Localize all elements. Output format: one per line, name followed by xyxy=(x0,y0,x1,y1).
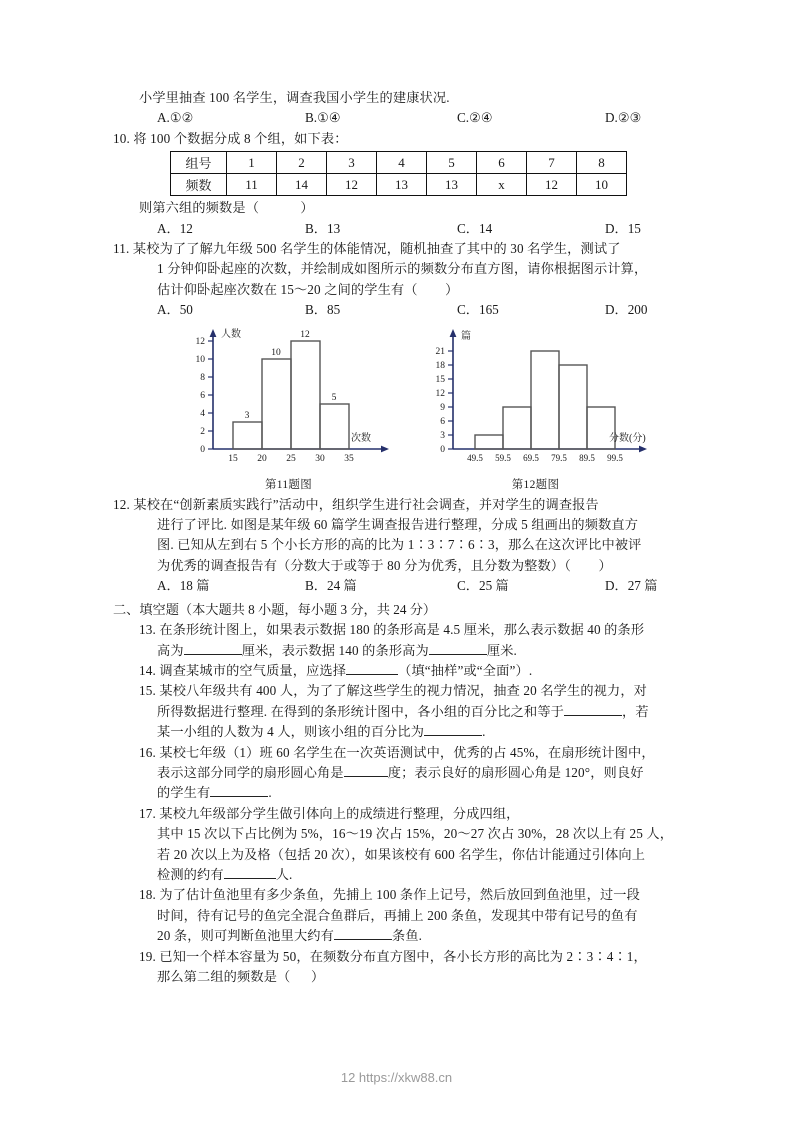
q11-choices xyxy=(113,300,683,320)
q16-line-1: 16. 某校七年级（1）班 60 名学生在一次英语测试中，优秀的占 45%，在扇形统计图中， xyxy=(139,744,655,760)
q13-blank-1[interactable] xyxy=(184,654,242,655)
q13-text-c: 厘米. xyxy=(486,642,517,658)
svg-text:人数: 人数 xyxy=(221,328,241,340)
table-cell: 13 xyxy=(377,174,427,196)
q18-line-3 xyxy=(113,926,683,946)
q13-line-1: 13. 在条形统计图上，如果表示数据 180 的条形高是 4.5 厘米，那么表示数据 40 的条形 xyxy=(139,622,645,638)
table-cell: 14 xyxy=(277,174,327,196)
table-cell: 11 xyxy=(227,174,277,196)
q12-choices xyxy=(113,576,683,596)
q12-choice-d[interactable]: D．27 篇 xyxy=(605,578,658,594)
q9-stem-tail: 小学里抽查 100 名学生，调查我国小学生的建康状况. xyxy=(139,90,450,105)
svg-text:69.5: 69.5 xyxy=(523,452,539,463)
svg-text:35: 35 xyxy=(344,453,354,464)
svg-text:21: 21 xyxy=(435,346,445,357)
q17-text-a: 检测的约有 xyxy=(157,866,224,882)
q16-text-b: 度；表示良好的扇形圆心角是 120°，则良好 xyxy=(387,764,644,780)
frequency-table xyxy=(170,151,627,196)
q12-line-3: 图. 已知从左到右 5 个小长方形的高的比为 1∶3∶7∶6∶3，那么在这次评比中被评 xyxy=(157,537,642,553)
svg-text:15: 15 xyxy=(435,374,445,385)
q18-text-a: 20 条，则可判断鱼池里大约有 xyxy=(157,928,334,944)
table-cell: 13 xyxy=(427,174,477,196)
q14-text-b: （填“抽样”或“全面”）. xyxy=(398,662,533,678)
figure-q11 xyxy=(181,327,396,492)
q11-line-3: 估计仰卧起座次数在 15～20 之间的学生有（ ） xyxy=(157,281,459,297)
q15-line-3 xyxy=(113,722,683,742)
q16-line-2 xyxy=(113,763,683,783)
q12-line-1: 12. 某校在“创新素质实践行”活动中，组织学生进行社会调查，并对学生的调查报告 xyxy=(113,496,599,512)
q12-choice-c[interactable]: C．25 篇 xyxy=(457,578,509,594)
figure-q11-caption: 第11题图 xyxy=(264,478,313,491)
svg-text:89.5: 89.5 xyxy=(579,452,595,463)
svg-text:10: 10 xyxy=(271,347,281,358)
q15-text-b: ，若 xyxy=(622,703,649,719)
q10-choice-c[interactable]: C．14 xyxy=(457,220,493,236)
q18-text-b: 条鱼. xyxy=(391,928,423,944)
q14-blank-1[interactable] xyxy=(346,674,398,675)
q17-text-b: 人. xyxy=(275,866,293,882)
table-cell: 5 xyxy=(427,152,477,174)
q10-choice-a[interactable]: A．12 xyxy=(157,220,193,236)
q10-choice-b[interactable]: B．13 xyxy=(305,220,341,236)
svg-text:6: 6 xyxy=(440,416,445,427)
q12-choice-a[interactable]: A．18 篇 xyxy=(157,578,210,594)
svg-text:3: 3 xyxy=(440,430,445,441)
q10-choice-d[interactable]: D．15 xyxy=(605,220,641,236)
q17-line-3: 若 20 次以上为及格（包括 20 次），如果该校有 600 名学生，你估计能通过引体向上 xyxy=(157,846,646,862)
figure-q12 xyxy=(413,327,658,492)
svg-text:5: 5 xyxy=(331,392,337,403)
table-cell: x xyxy=(477,174,527,196)
q9-choice-a[interactable]: A.①② xyxy=(157,110,194,126)
svg-text:6: 6 xyxy=(200,390,205,401)
q13-text-b: 厘米，表示数据 140 的条形高为 xyxy=(241,642,429,658)
svg-text:0: 0 xyxy=(200,444,205,455)
q15-blank-2[interactable] xyxy=(424,735,482,736)
q12-choice-b[interactable]: B．24 篇 xyxy=(305,578,357,594)
svg-text:9: 9 xyxy=(440,402,445,413)
q17-line-2: 其中 15 次以下占比例为 5%，16～19 次占 15%，20～27 次占 30%，28 次以上有 25 人， xyxy=(157,826,674,842)
q17-line-1: 17. 某校九年级部分学生做引体向上的成绩进行整理，分成四组， xyxy=(139,805,520,821)
q13-blank-2[interactable] xyxy=(429,654,487,655)
q10-choices xyxy=(113,219,683,239)
table-cell: 8 xyxy=(577,152,627,174)
table-cell: 7 xyxy=(527,152,577,174)
q9-choice-d[interactable]: D.②③ xyxy=(605,110,642,126)
table-row-header-frequency: 频数 xyxy=(171,174,227,196)
q10-stem: 10. 将 100 个数据分成 8 个组，如下表： xyxy=(113,130,348,146)
table-row xyxy=(171,152,627,174)
q11-line-2: 1 分钟仰卧起座的次数，并绘制成如图所示的频数分布直方图，请你根据图示计算， xyxy=(157,261,648,277)
svg-text:12: 12 xyxy=(435,388,445,399)
q18-blank-1[interactable] xyxy=(334,939,392,940)
table-row-header-group: 组号 xyxy=(171,152,227,174)
q16-line-3 xyxy=(113,783,683,803)
figure-q12-caption: 第12题图 xyxy=(511,478,560,491)
q17-line-4 xyxy=(113,865,683,885)
svg-text:99.5: 99.5 xyxy=(607,452,623,463)
svg-text:10: 10 xyxy=(195,354,205,365)
q12-line-2: 进行了评比. 如图是某年级 60 篇学生调查报告进行整理，分成 5 组画出的频数直方 xyxy=(157,517,639,533)
q14-line-1 xyxy=(113,661,683,681)
q11-choice-d[interactable]: D．200 xyxy=(605,302,648,318)
svg-text:8: 8 xyxy=(200,372,205,383)
svg-text:25: 25 xyxy=(286,453,296,464)
q11-choice-b[interactable]: B．85 xyxy=(305,302,341,318)
q15-text-c: 某一小组的人数为 4 人，则该小组的百分比为 xyxy=(157,724,425,740)
svg-text:18: 18 xyxy=(435,360,445,371)
q19-line-2: 那么第二组的频数是（ ） xyxy=(157,969,325,984)
svg-text:49.5: 49.5 xyxy=(467,452,483,463)
table-cell: 4 xyxy=(377,152,427,174)
svg-text:次数: 次数 xyxy=(351,432,371,444)
table-cell: 6 xyxy=(477,152,527,174)
svg-text:15: 15 xyxy=(228,453,238,464)
histogram-q12 xyxy=(413,327,658,477)
table-cell: 1 xyxy=(227,152,277,174)
svg-text:79.5: 79.5 xyxy=(551,452,567,463)
q9-choices xyxy=(113,108,683,128)
q12-line-4: 为优秀的调查报告有（分数大于或等于 80 分为优秀，且分数为整数）（ ） xyxy=(157,557,612,573)
q15-text-d: . xyxy=(482,724,486,740)
q16-text-a: 表示这部分同学的扇形圆心角是 xyxy=(157,764,344,780)
q15-line-2 xyxy=(113,702,683,722)
table-cell: 3 xyxy=(327,152,377,174)
page-footer-watermark: 12 https://xkw88.cn xyxy=(340,1070,453,1085)
q19-line-1: 19. 已知一个样本容量为 50，在频数分布直方图中，各小长方形的高比为 2∶3∶4∶1， xyxy=(139,948,647,964)
q15-text-a: 所得数据进行整理. 在得到的条形统计图中，各小组的百分比之和等于 xyxy=(157,703,565,719)
table-cell: 2 xyxy=(277,152,327,174)
q9-choice-b[interactable]: B.①④ xyxy=(305,110,341,126)
q11-choice-a[interactable]: A．50 xyxy=(157,302,193,318)
q11-line-1: 11. 某校为了了解九年级 500 名学生的体能情况，随机抽查了其中的 30 名学生，测试了 xyxy=(113,241,621,257)
q15-blank-1[interactable] xyxy=(564,715,622,716)
svg-text:12: 12 xyxy=(195,336,205,347)
svg-text:分数(分): 分数(分) xyxy=(609,432,646,444)
svg-text:3: 3 xyxy=(244,410,250,421)
q18-line-2: 时间，待有记号的鱼完全混合鱼群后，再捕上 200 条鱼，发现其中带有记号的鱼有 xyxy=(157,907,638,923)
svg-text:4: 4 xyxy=(200,408,205,419)
svg-text:12: 12 xyxy=(300,329,310,340)
svg-text:59.5: 59.5 xyxy=(495,452,511,463)
table-row xyxy=(171,174,627,196)
svg-text:2: 2 xyxy=(200,426,205,437)
svg-text:篇: 篇 xyxy=(461,330,471,342)
q14-text-a: 14. 调查某城市的空气质量，应选择 xyxy=(139,662,347,678)
section-2-heading: 二、填空题（本大题共 8 小题，每小题 3 分，共 24 分） xyxy=(113,601,437,617)
table-cell: 12 xyxy=(327,174,377,196)
table-cell: 12 xyxy=(527,174,577,196)
histogram-q11 xyxy=(181,327,396,477)
q13-line-2 xyxy=(113,641,683,661)
svg-text:20: 20 xyxy=(257,453,267,464)
q13-text-a: 高为 xyxy=(157,642,184,658)
q11-choice-c[interactable]: C．165 xyxy=(457,302,499,318)
q9-choice-c[interactable]: C.②④ xyxy=(457,110,493,126)
table-cell: 10 xyxy=(577,174,627,196)
q10-after-table: 则第六组的频数是（ ） xyxy=(139,200,314,216)
q15-line-1: 15. 某校八年级共有 400 人，为了了解这些学生的视力情况，抽查 20 名学生的视力，对 xyxy=(139,683,648,699)
q16-text-d: . xyxy=(268,785,272,801)
figures-row xyxy=(113,327,683,495)
q16-blank-2[interactable] xyxy=(210,796,268,797)
svg-text:0: 0 xyxy=(440,444,445,455)
q16-text-c: 的学生有 xyxy=(157,785,211,801)
q16-blank-1[interactable] xyxy=(344,776,388,777)
svg-text:30: 30 xyxy=(315,453,325,464)
q18-line-1: 18. 为了估计鱼池里有多少条鱼，先捕上 100 条作上记号，然后放回到鱼池里，过一段 xyxy=(139,887,640,903)
page-content xyxy=(113,88,683,987)
q17-blank-1[interactable] xyxy=(224,878,276,879)
